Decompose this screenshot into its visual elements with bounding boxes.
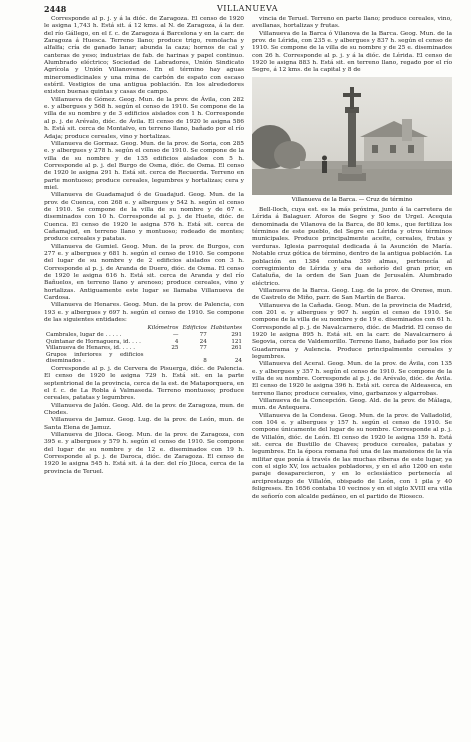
right-column [252, 16, 452, 501]
entry-paragraph: vincia de Teruel. Terreno en parte llano; produce cereales, vino, avellanas, hortalizas y frutas. [252, 16, 452, 30]
table-cell-edificios: 24 [199, 338, 207, 345]
entry-paragraph: Villanueva de la Barca ó Vilanova de la Barca. Geog. Mun. de la prov. de Lérida, con 235 e. y albergues y 837 h. según el censo de 1910. Se compone de la villa de su nombre y de 25 e. diseminados con 26 h. Corresponde al p. j. y á la dióc. de Lérida. El censo de 1920 le asigna 883 h. Está sit. en terreno llano, regado por el río Segre, á 12 kms. de la capital y 8 de [252, 30, 452, 74]
entry-paragraph: Villanueva de la Cañada. Geog. Mun. de la provincia de Madrid, con 201 e. y albergues y 907 h. según el censo de 1910. Se compone de la villa de su nombre y de 19 e. diseminados con 61 h. Corresponde al p. j. de Navalcarnero, dióc. de Madrid. El censo de 1920 le asigna 895 h. Está sit. en la carr. de Navalcarnero á Segovia, cerca de Valdemorillo. Terreno llano, bañado por los ríos Guadarrama y Aulencia. Produce principalmente cereales y legumbres. [252, 302, 452, 360]
table-cell-name: Grupos inferiores y edificios diseminados . [46, 351, 144, 365]
table-row [44, 339, 244, 346]
page-header [44, 4, 451, 14]
entry-paragraph: Villanueva de la Condesa. Geog. Mun. de la prov. de Valladolid, con 104 e. y albergues y 157 h. según el censo de 1910. Se compone únicamente del lugar de su nombre. Corresponde al p. j. de Villalón, dióc. de León. El censo de 1920 le asigna 159 h. Está sit. cerca de Bustillo de Chaves; produce cereales, patatas y legumbres. En la época romana fué una de las mansiones de la vía militar que ponía á través de las muchas riberas de este lugar, ya con el siglo XV, los actuales pobladores, y en el año 1200 en este paraje desaparecieron, y en lo eclesiástico pertenecía al arciprestazgo de Villalón, obispado de León, con 1 pila y 40 feligreses. En 1656 contaba 10 vecinos y en el siglo XVIII era villa de señorío con alcalde pedáneo, en el partido de Rioseco. [252, 412, 452, 500]
table-cell-name: Quintanar de Hornaguera, id. . . . [46, 338, 141, 345]
entry-paragraph: Villanueva de Guadamajud ó de Guadajud. Geog. Mun. de la prov. de Cuenca, con 268 e. y albergues y 542 h. según el censo de 1910. Se compone de la villa de su nombre y de 67 e. diseminados con 10 h. Corresponde al p. j. de Huete, dióc. de Cuenca. El censo de 1920 le asigna 576 h. Está sit. cerca de Cañamajud, en terreno llano y montuoso; rodeado de montes; produce cereales y patatas. [44, 192, 244, 243]
table-row [44, 332, 244, 339]
entry-paragraph: Villanueva de Jamuz. Geog. Lug. de la prov. de León, mun. de Santa Elena de Jamuz. [44, 417, 244, 431]
table-cell-name: Cambrales, lugar de . . . . . [46, 332, 122, 339]
table-row [44, 345, 244, 352]
entry-paragraph: Corresponde al p. j. y á la dióc. de Zaragoza. El censo de 1920 le asigna 1,743 h. Está sit. á 12 kms. al N. de Zaragoza, á la der. del río Gállego, en el f. c. de Zaragoza á Barcelona y en la carr. de Zaragoza á Huesca. Terreno llano; produce trigo, remolacha y alfalfa; cría de ganado lanar; abunda la caza; hornos de cal y canteras de yeso; industrias de fab. de harinas y papel continuo. Alumbrado eléctrico; Sociedad de Labradores, Unión Sindicato Agrícola y Unión Villanovense. En el término hay aguas mineromedicinales y una mina de carbón de espato con escaso estéril. Vestigios de una antigua población. En los alrededores existen buenas quintas y casas de campo. [44, 16, 244, 96]
photograph-cross [252, 77, 452, 195]
entry-paragraph: Villanueva de Gómez. Geog. Mun. de la prov. de Ávila, con 282 e. y albergues y 568 h. según el censo de 1910. Se compone de la villa de su nombre y de 3 edificios aislados con 1 h. Corresponde al p. j. de Arévalo, dióc. de Ávila. El censo de 1920 le asigna 586 h. Está sit. cerca de Montalvo, en terreno llano, bañado por el río Adaja; produce cereales, vino y hortalizas. [44, 96, 244, 140]
table-header-row [44, 325, 244, 332]
entry-paragraph: Villanueva de la Concepción. Geog. Ald. de la prov. de Málaga, mun. de Antequera. [252, 398, 452, 412]
table-header-habitantes: Habitantes [210, 325, 242, 332]
left-column [44, 16, 244, 476]
table-cell-habitantes: 121 [231, 338, 242, 345]
table-header-blank [44, 325, 146, 332]
table-cell-name: Villanueva de Henares, id. . . . . [46, 345, 136, 352]
entry-paragraph: Villanueva del Aceral. Geog. Mun. de la prov. de Ávila, con 135 e. y albergues y 357 h. según el censo de 1910. Se compone de la villa de su nombre. Corresponde al p. j. de Arévalo, dióc. de Ávila. El censo de 1920 le asigna 396 h. Está sit. cerca de Aldeaseca, en terreno llano; produce cereales, vino, garbanzos y algarrobas. [252, 361, 452, 397]
entry-paragraph: Villanueva de Gormaz. Geog. Mun. de la prov. de Soria, con 285 e. y albergues y 278 h. según el censo de 1910. Se compone de la villa de su nombre y de 135 edificios aislados con 5 h. Corresponde al p. j. del Burgo de Osma, dióc. de Osma. El censo de 1920 le asigna 291 h. Está sit. cerca de Recuerda. Terreno en parte montuoso; produce cereales, legumbres y hortalizas; cera y miel. [44, 140, 244, 191]
page-number: 2448 [44, 4, 67, 14]
entry-paragraph: Corresponde al p. j. de Cervera de Pisuerga, dióc. de Palencia. El censo de 1920 le asigna 729 h. Está sit. en la parte septentrional de la provincia, cerca de la est. de Mataporquera, en el f. c. de La Robla á Valmaseda. Terreno montuoso; produce cereales, patatas y legumbres. [44, 366, 244, 402]
table-header-km: Kilómetros [147, 325, 179, 332]
entities-table [44, 325, 244, 365]
table-cell-habitantes: 291 [231, 332, 242, 339]
cross-photo-illustration [252, 77, 452, 195]
entry-paragraph: Villanueva de la Barca. Geog. Lug. de la prov. de Orense, mun. de Castrelo de Miño, parr. de San Martín de Barca. [252, 287, 452, 302]
entry-paragraph: Villanueva de Jiloca. Geog. Mun. de la prov. de Zaragoza, con 395 e. y albergues y 579 h. según el censo de 1910. Se compone del lugar de su nombre y de 12 e. diseminados con 19 h. Corresponde al p. j. de Daroca, dióc. de Zaragoza. El censo de 1920 le asigna 545 h. Está sit. á la der. del río Jiloca, cerca de la provincia de Teruel. [44, 432, 244, 475]
entry-paragraph: Bell-lloch, cuya est. es la más próxima, junto á la carretera de Lérida á Balaguer. Aforos de Segre y Soo de Urgel. Acequia denominada de Vilanova de la Barca, de 80 kms., que fertiliza los términos de este pueblo, del Segre en Lérida y otros términos municipales. Produce principalmente aceite, cereales, frutas y verduras. Iglesia parroquial dedicada á la Asunción de María. Notable cruz gótica de término, dentro de la antigua población. La población en 1384 contaba 359 almas, pertenecía al corregimiento de Lérida y era de señorío del gran prior, en Cataluña, de la orden de San Juan de Jerusalén. Alumbrado eléctrico. [252, 207, 452, 287]
table-cell-habitantes: 261 [231, 345, 242, 352]
entry-paragraph: Villanueva de Henares. Geog. Mun. de la prov. de Palencia, con 193 e. y albergues y 697 h. según el censo de 1910. Se compone de las siguientes entidades: [44, 302, 244, 324]
table-cell-km: 25 [171, 345, 179, 352]
table-header-edificios: Edificios [182, 325, 207, 332]
table-cell-km: — [172, 332, 179, 339]
running-title: VILLANUEVA [217, 4, 278, 13]
table-cell-edificios: 77 [199, 345, 207, 352]
table-cell-km: 4 [174, 338, 179, 345]
table-cell-edificios: 77 [199, 332, 207, 339]
table-cell-habitantes: 24 [234, 358, 242, 365]
table-cell-km [146, 352, 181, 365]
photo-caption: Villanueva de la Barca. — Cruz de término [291, 196, 413, 203]
entry-paragraph: Villanueva de Jalón. Geog. Ald. de la prov. de Zaragoza, mun. de Chodes. [44, 402, 244, 417]
entry-paragraph: Villanueva de Gumiel. Geog. Mun. de la prov. de Burgos, con 277 e. y albergues y 681 h. según el censo de 1910. Se compone del lugar de su nombre y de 2 edificios aislados con 3 h. Corresponde al p. j. de Aranda de Duero, dióc. de Osma. El censo de 1920 le asigna 616 h. Está sit. cerca de Aranda y del río Bañuelos, en terreno llano y arenoso; produce cereales, vino y hortalizas. Antiguamente este lugar se llamaba Villanueva de Cardosa. [44, 243, 244, 302]
table-row [44, 352, 244, 365]
table-cell-edificios: 8 [203, 358, 207, 365]
